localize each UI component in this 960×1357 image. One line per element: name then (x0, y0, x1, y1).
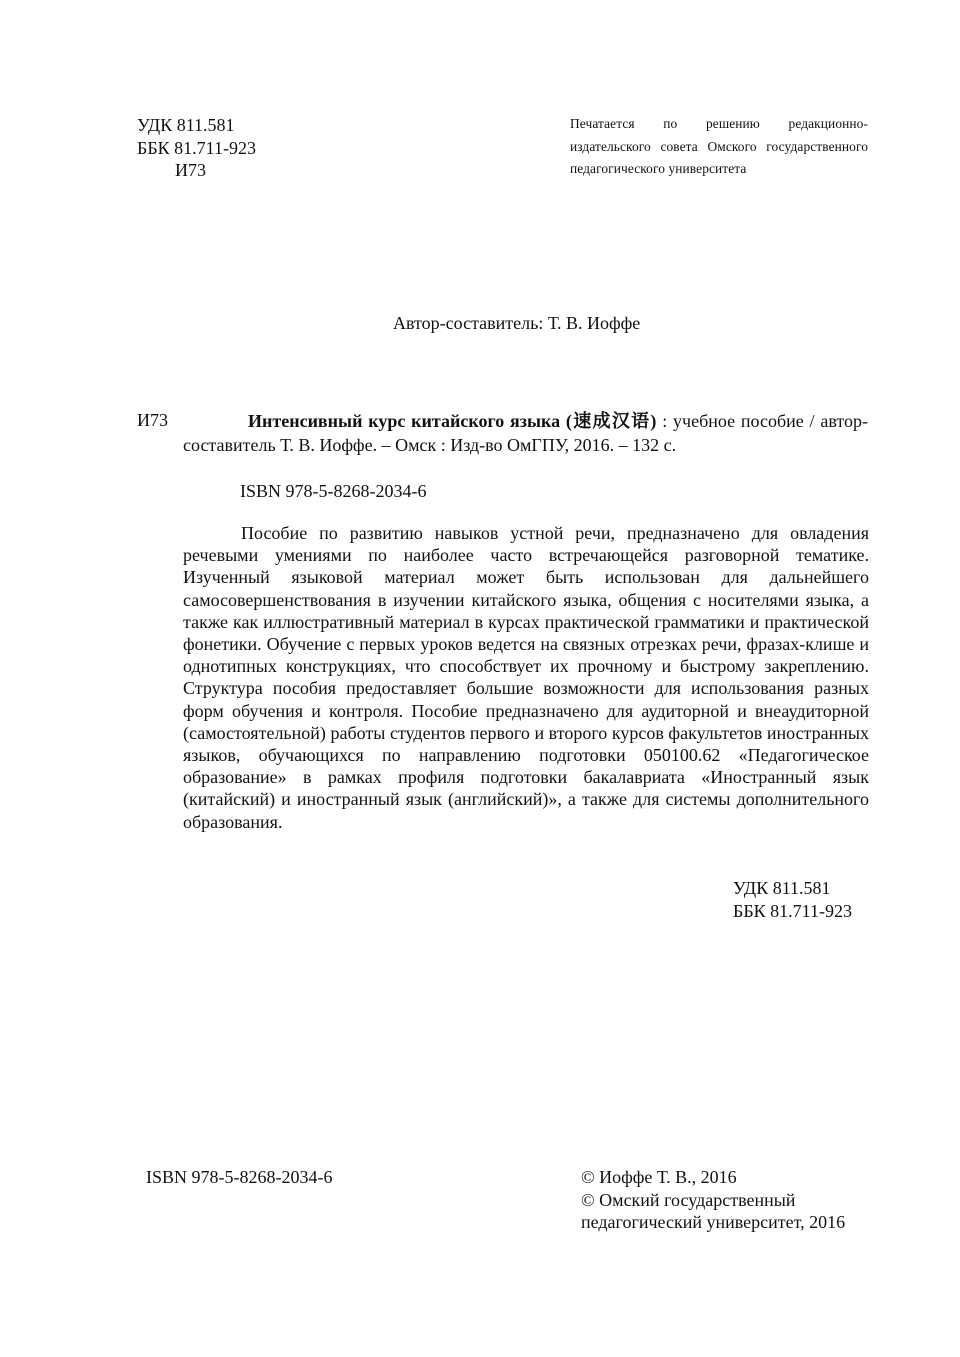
bbk-code-bottom: ББК 81.711-923 (733, 900, 853, 921)
classification-codes-top (137, 114, 256, 182)
bibliographic-details: : учебное пособие / автор-составитель Т. В. Иоффе. – Омск : Изд-во ОмГПУ, 2016. – 132 с. (183, 411, 869, 455)
author-compiler: Автор-составитель: Т. В. Иоффе (393, 313, 641, 333)
bbk-code: ББК 81.711-923 (137, 137, 257, 158)
book-title: Интенсивный курс китайского языка (速成汉语) (248, 411, 657, 431)
udk-code: УДК 811.581 (137, 115, 235, 135)
abstract-paragraph: Пособие по развитию навыков устной речи, предназначено для овладения речевыми умениями по наиболее часто встречающейся разговорной тематике. Изученный языковой материал может быть использован для дальнейшего самосовершенствования в изучении китайского языка, общения с носителями языка, а также как иллюстративный материал в курсах практической грамматики и практической фонетики. Обучение с первых уроков ведется на связных отрезках речи, фразах-клише и однотипных конструкциях, что способствует их прочному и быстрому закреплению. Структура пособия предоставляет большие возможности для использования разных форм обучения и контроля. Пособие предназначено для аудиторной и внеаудиторной (самостоятельной) работы студентов первого и второго курсов факультетов иностранных языков, обучающихся по направлению подготовки 050100.62 «Педагогическое образование» в рамках профиля подготовки бакалавриата «Иностранный язык (китайский) и иностранный язык (английский)», а также для системы дополнительного образования. (183, 523, 869, 832)
isbn-footer: ISBN 978-5-8268-2034-6 (146, 1167, 333, 1187)
author-mark: И73 (175, 160, 206, 180)
bibliographic-description (183, 409, 868, 457)
copyright-university-line1: © Омский государственный (581, 1189, 796, 1210)
bibliographic-index: И73 (137, 410, 168, 430)
copyright-university-line2: педагогический университет, 2016 (581, 1212, 846, 1232)
classification-codes-bottom (733, 877, 852, 922)
publishing-note: Печатается по решению редакционно-издательского совета Омского государственного педагогического университета (570, 116, 868, 176)
copyright-author: © Иоффе Т. В., 2016 (581, 1167, 737, 1187)
udk-code-bottom: УДК 811.581 (733, 878, 831, 898)
copyright-block (581, 1166, 845, 1234)
isbn: ISBN 978-5-8268-2034-6 (240, 481, 427, 501)
